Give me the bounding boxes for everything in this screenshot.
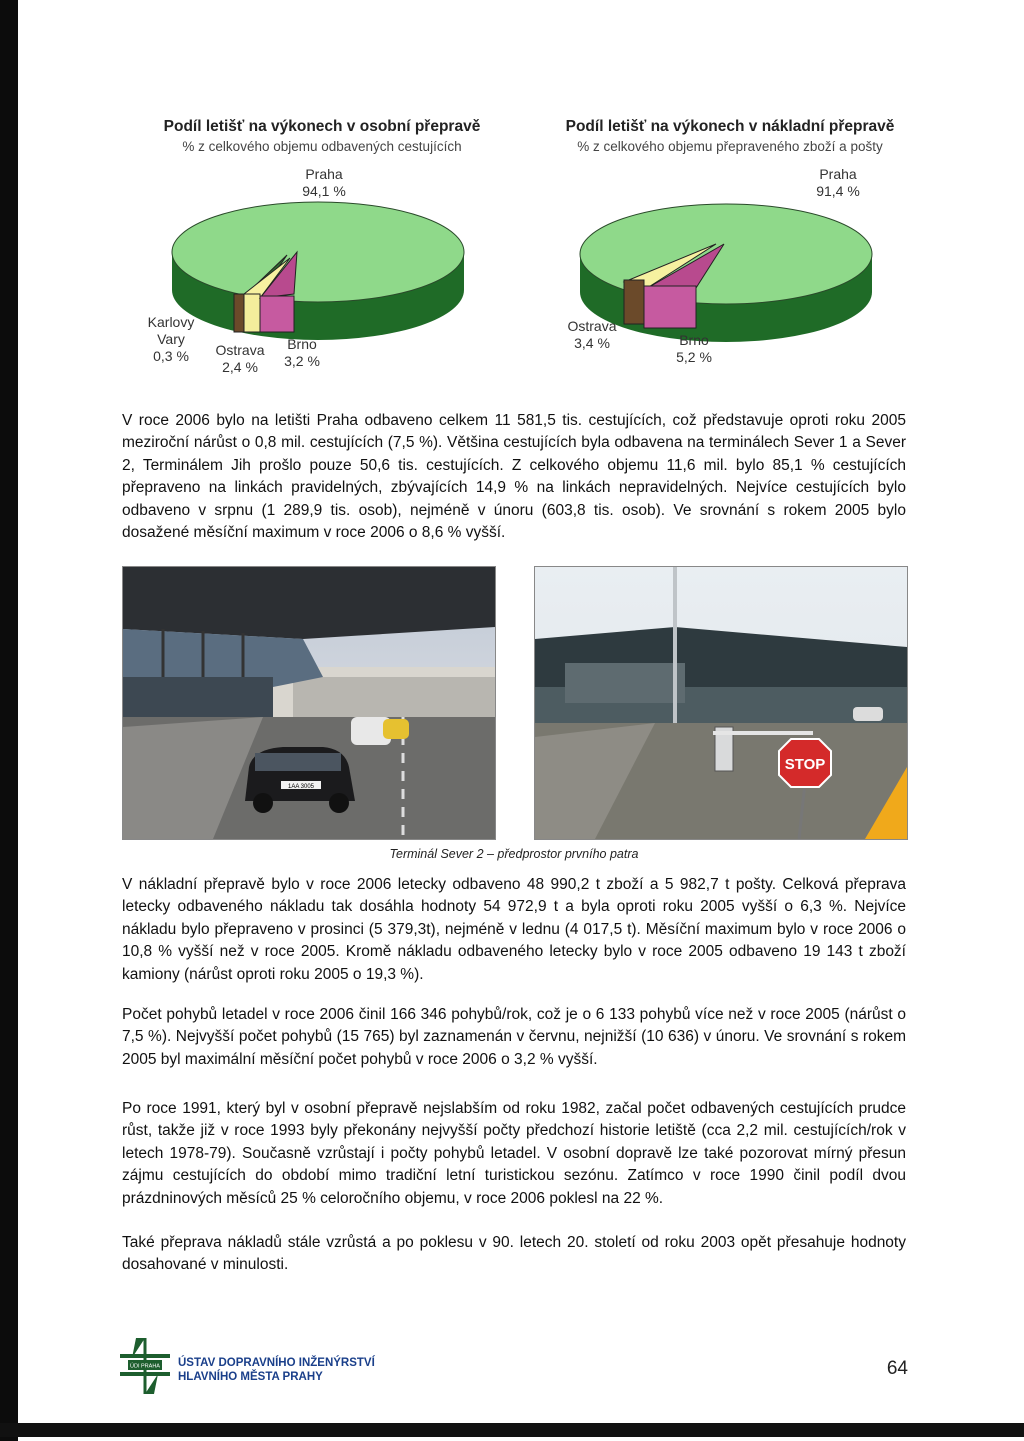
photo-caption: Terminál Sever 2 – předprostor prvního patra (389, 847, 639, 861)
label-ostrava-value: 2,4 % (222, 359, 258, 375)
pie-slice-ostrava-side (244, 294, 260, 332)
pie-slice-praha (172, 202, 464, 302)
photo-terminal-entrance (534, 566, 908, 840)
label-ostrava-name: Ostrava (215, 342, 265, 358)
label-praha-name: Praha (305, 166, 343, 182)
chart-title: Podíl letišť na výkonech v nákladní přepravě (565, 118, 895, 135)
label-brno-name: Brno (679, 332, 709, 348)
label-karlovy-name-1: Karlovy (147, 314, 195, 330)
udi-logo-icon (118, 1336, 172, 1396)
label-praha-value: 94,1 % (302, 183, 346, 199)
label-brno (664, 332, 724, 366)
logo-text: ÚDI PRAHA (130, 1363, 160, 1370)
organization-name-line-2: HLAVNÍHO MĚSTA PRAHY (178, 1371, 323, 1383)
label-karlovy-vary (138, 314, 204, 365)
paragraph-cargo-trend: Také přeprava nákladů stále vzrůstá a po poklesu v 90. letech 20. století od roku 2003 opět přesahuje hodnoty dosahované v minulosti. (122, 1234, 906, 1274)
label-praha-name: Praha (819, 166, 857, 182)
photo-terminal-front (122, 566, 496, 840)
label-ostrava (556, 318, 628, 352)
pie-slice-karlovy-vary-side (234, 294, 244, 332)
label-karlovy-name-2: Vary (157, 331, 185, 347)
label-praha (798, 166, 878, 200)
pie-slice-brno-side (644, 286, 696, 328)
pie-slice-brno-side (260, 296, 294, 332)
label-brno (274, 336, 330, 370)
page-edge-bar (0, 0, 18, 1441)
chart-subtitle: % z celkového objemu přepraveného zboží a pošty (577, 139, 883, 154)
page-number: 64 (886, 1358, 908, 1379)
label-karlovy-value: 0,3 % (153, 348, 189, 364)
page-bottom-bar (0, 1423, 1024, 1437)
terminal-entrance-image (535, 567, 907, 839)
label-brno-value: 3,2 % (284, 353, 320, 369)
label-brno-name: Brno (287, 336, 317, 352)
passenger-share-chart (112, 118, 532, 388)
paragraph-history: Po roce 1991, který byl v osobní přepravě nejslabším od roku 1982, začal počet odbavených cestujících prudce růst, takže již v roce 1993 byly překonány nejvyšší počty předchozí historie letiště (cca 2,2 mil. cestujících/rok v letech 1978-79). Současně vzrůstají i počty pohybů letadel. V osobní dopravě lze také pozorovat mírný přesun zájmu cestujících do období mimo tradiční letní turistickou sezónu. Zatímco v roce 1990 činil podíl dvou prázdninových měsíců 25 % celoročního objemu, v roce 2006 poklesl na 22 %. (122, 1100, 906, 1207)
paragraph-aircraft-movements: Počet pohybů letadel v roce 2006 činil 166 346 pohybů/rok, což je o 6 133 pohybů více než v roce 2005 (nárůst o 7,5 %). Nejvyšší počet pohybů (15 765) byl zaznamenán v červnu, nejnižší (10 636) v únoru. Ve srovnání s rokem 2005 byl maximální měsíční počet pohybů v roce 2006 o 3,2 % vyšší. (122, 1006, 906, 1068)
cargo-share-chart (520, 118, 940, 388)
label-ostrava (206, 342, 274, 376)
chart-title: Podíl letišť na výkonech v osobní přepravě (163, 118, 481, 135)
label-ostrava-name: Ostrava (567, 318, 617, 334)
paragraph-cargo: V nákladní přepravě bylo v roce 2006 letecky odbaveno 48 990,2 t zboží a 5 982,7 t pošty. Celková přeprava letecky odbaveného nákladu tak dosáhla hodnoty 54 972,9 t a byla oproti roku 2005 vyšší o 6,3 %. Nejvíce nákladu bylo přepraveno v prosinci (5 379,3t), nejméně v lednu (4 017,5 t). Měsíční maximum bylo v roce 2006 o 10,8 % vyšší než v roce 2005. Kromě nákladu odbaveného letecky bylo v roce 2005 odbaveno 19 143 t zboží kamiony (nárůst oproti roku 2005 o 19,3 %). (122, 876, 906, 983)
chart-subtitle: % z celkového objemu odbavených cestujících (182, 139, 462, 154)
label-praha-value: 91,4 % (816, 183, 860, 199)
organization-name (178, 1356, 375, 1384)
label-brno-value: 5,2 % (676, 349, 712, 365)
terminal-front-image (123, 567, 495, 839)
stop-sign-text: STOP (784, 756, 826, 773)
license-plate-text: 1AA 3005 (287, 784, 315, 790)
label-praha (284, 166, 364, 200)
paragraph-passengers: V roce 2006 bylo na letišti Praha odbaveno celkem 11 581,5 tis. cestujících, což představuje oproti roku 2005 meziroční nárůst o 0,8 mil. cestujících (7,5 %). Většina cestujících byla odbavena na terminálech Sever 1 a Sever 2, Terminálem Jih prošlo pouze 50,6 tis. cestujících. Z celkového objemu 11,6 mil. bylo 85,1 % cestujících přepraveno na linkách pravidelných, zbývajících 14,9 % na linkách nepravidelných. Nejvíce cestujících bylo odbaveno v srpnu (1 289,9 tis. osob), nejméně v únoru (603,8 tis. osob). Ve srovnání s rokem 2005 bylo dosažené měsíční maximum v roce 2006 o 8,6 % vyšší. (122, 412, 906, 542)
organization-name-line-1: ÚSTAV DOPRAVNÍHO INŽENÝRSTVÍ (178, 1357, 375, 1369)
label-ostrava-value: 3,4 % (574, 335, 610, 351)
